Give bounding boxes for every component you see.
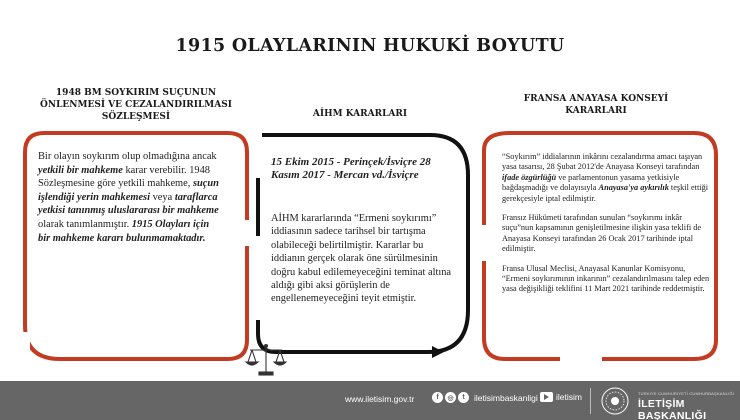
- page-title: 1915 OLAYLARININ HUKUKİ BOYUTU: [175, 36, 565, 56]
- middle-frame-gap: [253, 236, 265, 306]
- left-text-run: olarak tanımlanmıştır.: [38, 218, 132, 230]
- right-paragraph-3: Fransa Ulusal Meclisi, Anayasal Kanunlar Komisyonu, “Ermeni soykırımının inkarının” cezalandırılmasını talep eden yasa değişikliği teklifini 11 Mart 2021 tarihinde reddetmiştir.: [502, 263, 710, 294]
- left-text-run: taraflarca yetkisi tanınmış uluslararası bir mahkeme: [38, 191, 219, 217]
- left-text-run: suçun işlendiği yerin mahkemesi: [38, 178, 219, 203]
- right-frame-gap-bottom: [560, 354, 602, 364]
- twitter-icon[interactable]: t: [458, 392, 469, 403]
- footer-divider: [590, 388, 591, 414]
- scales-of-justice-icon: [246, 345, 286, 376]
- right-frame-gap: [478, 225, 490, 261]
- left-frame-gap-right: [238, 220, 252, 246]
- footer-channel-name: iletisim: [556, 392, 582, 402]
- right-paragraph-1: [502, 152, 710, 204]
- instagram-icon[interactable]: ◎: [445, 392, 456, 403]
- right-paragraph-2: Fransız Hükümeti tarafından sunulan “soykırımı inkâr suçu”nun kapsamının genişletilmesine ilişkin yasa teklifi de Anayasa Konseyi tarafından 26 Ocak 2017 tarihinde iptal edilmiştir.: [502, 213, 702, 254]
- right-column-text: [502, 152, 710, 304]
- footer-social-links[interactable]: [432, 392, 538, 403]
- footer-youtube-link[interactable]: [540, 392, 582, 402]
- left-text-run: 1915 Olayları için bir mahkeme kararı bulunmamaktadır.: [38, 218, 210, 244]
- middle-case-list: 15 Ekim 2015 - Perinçek/İsviçre 28 Kasım 2017 - Mercan vd./İsviçre: [271, 156, 431, 181]
- footer-website-link[interactable]: www.iletisim.gov.tr: [345, 394, 415, 404]
- org-logo-icon: [600, 386, 630, 416]
- youtube-icon[interactable]: [540, 392, 553, 402]
- right-column-heading: FRANSA ANAYASA KONSEYİ KARARLARI: [523, 94, 669, 116]
- left-text-run: Bir olayın soykırım olup olmadığına ancak: [38, 151, 217, 162]
- left-text-run: veya: [150, 191, 175, 203]
- right-text-run: ifade özgürlüğü: [502, 172, 557, 182]
- right-text-run: teşkil ettiği gerekçesiyle iptal edilmiştir.: [502, 183, 709, 203]
- middle-column-text: AİHM kararlarında “Ermeni soykırımı” iddiasının sadece tarihsel bir tartışma olabileceği belirtilmiştir. Kararlar bu iddianın gerçek olarak öne sürülmesinin doğru kabul edilemeyeceğini teminat altına aldığı gibi aksi görüşlerin de engellenemeyeceğini teyit etmiştir.: [271, 213, 452, 305]
- org-name: İLETİŞİM BAŞKANLIĞI: [638, 398, 707, 420]
- org-subtitle: TÜRKİYE CUMHURİYETİ CUMHURBAŞKANLIĞI: [638, 391, 735, 396]
- left-column-heading: 1948 BM SOYKIRIM SUÇUNUN ÖNLENMESİ VE CEZALANDIRILMASI SÖZLEŞMESİ: [40, 88, 232, 122]
- left-column-text: [38, 150, 222, 245]
- left-text-run: yetkili bir mahkeme: [38, 164, 123, 176]
- middle-flow-arrow: [432, 346, 444, 358]
- facebook-icon[interactable]: f: [432, 392, 443, 403]
- left-frame-gap: [20, 332, 30, 366]
- footer-social-handle: iletisimbaskanligi: [474, 392, 538, 403]
- right-text-run: ve parlamentonun yasama yetkisiyle bağdaşmadığı ve dolayısıyla: [502, 172, 680, 193]
- left-text-run: karar verebilir. 1948 Sözleşmesine göre yetkili mahkeme,: [38, 164, 210, 190]
- middle-column-heading: AİHM KARARLARI: [312, 109, 408, 119]
- right-text-run: Anayasa'ya aykırılık: [598, 183, 669, 193]
- right-text-run: “Soykırım” iddialarının inkârını cezalandırma amacı taşıyan yasa tasarısı, 28 Şubat 2012'de Anayasa Konseyi tarafından: [502, 152, 703, 172]
